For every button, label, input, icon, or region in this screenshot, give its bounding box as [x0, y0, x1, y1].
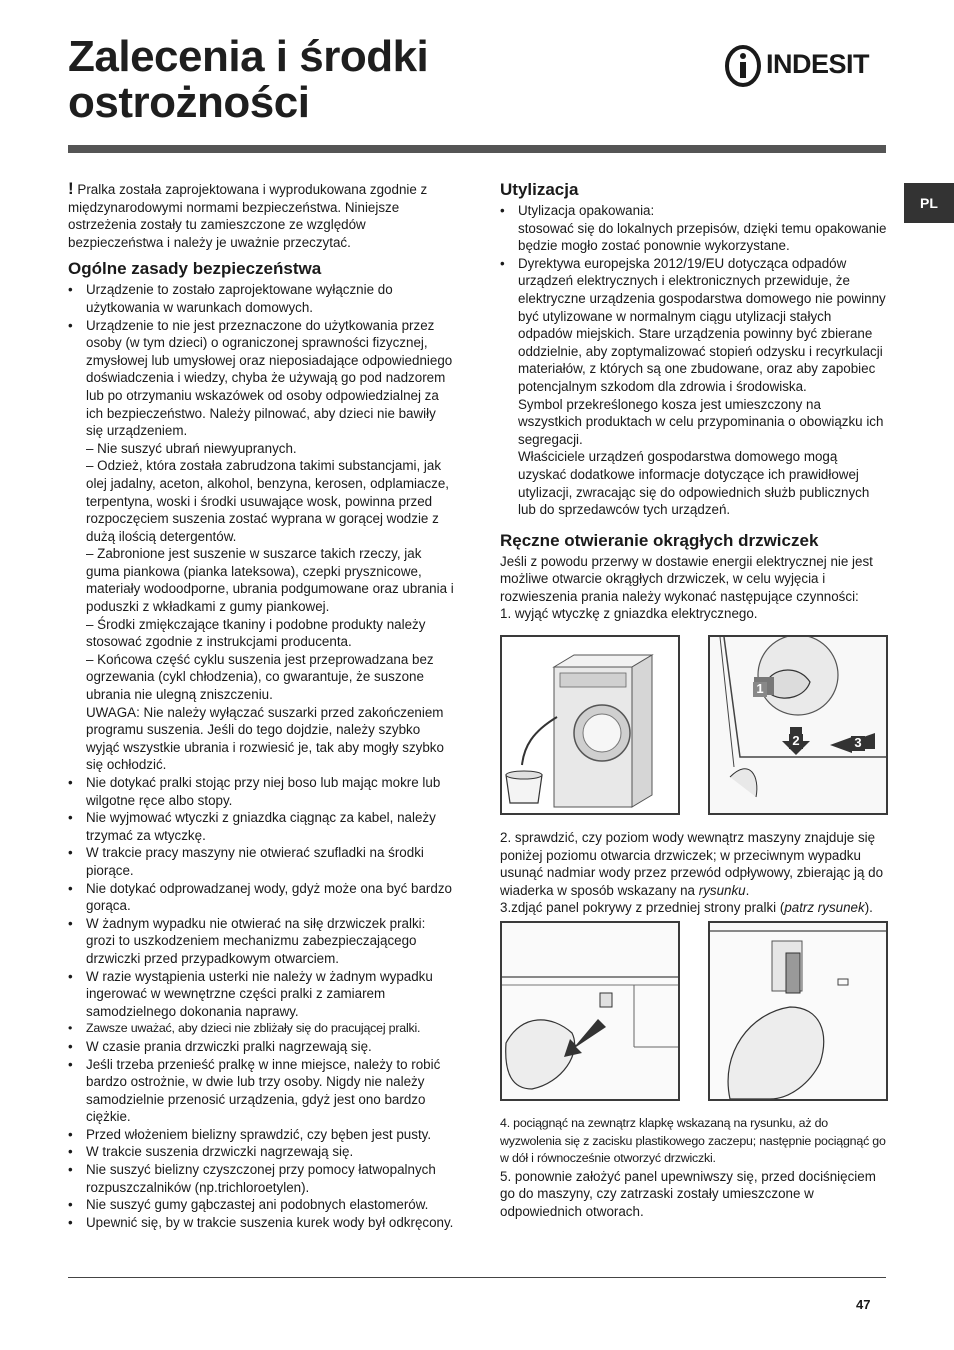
panel-removal-illustration: [502, 923, 678, 1099]
page-number: 47: [856, 1297, 871, 1312]
list-subitem: UWAGA: Nie należy wyłączać suszarki przed zakończeniem programu suszenia. Jeśli do tego dojdzie, należy szybko wyjąć wszystkie ubrania i rozwiesić je, tak aby mogły szybko się ochłodzić.: [86, 704, 444, 773]
step-2: [500, 829, 888, 899]
list-item: • Upewnić się, by w trakcie suszenia kurek wody był odkręcony.: [68, 1214, 456, 1232]
left-column: [68, 180, 456, 1231]
list-item: [500, 202, 888, 255]
step-2-end: .: [745, 882, 750, 898]
list-item: • W trakcie suszenia drzwiczki nagrzewają się.: [68, 1143, 456, 1161]
list-item: [500, 255, 888, 519]
figure-pull-flap: [708, 921, 888, 1101]
door-heading: Ręczne otwieranie okrągłych drzwiczek: [500, 530, 819, 550]
figure-remove-panel: [500, 921, 680, 1101]
disposal-list: [500, 202, 888, 519]
header-divider: [68, 145, 886, 153]
step-3: [500, 899, 888, 917]
list-item: • Nie dotykać pralki stojąc przy niej boso lub mając mokre lub wilgotne ręce albo stopy.: [68, 774, 456, 809]
list-item: • W razie wystąpienia usterki nie należy w żadnym wypadku ingerować w wewnętrzne części pralki z zamiarem samodzielnego dokonania naprawy.: [68, 968, 456, 1021]
step-label: 3: [854, 735, 862, 751]
figure-drain-water: [500, 635, 680, 815]
intro-paragraph: [68, 180, 456, 251]
step-3-text: 3.zdjąć panel pokrywy z przedniej strony pralki (: [500, 900, 785, 916]
flap-pull-illustration: [710, 923, 886, 1099]
step-label: 1: [756, 681, 764, 697]
door-panel-steps-illustration: [710, 637, 886, 813]
right-column: [500, 180, 888, 1221]
step-1: 1. wyjąć wtyczkę z gniazdka elektrycznego.: [500, 606, 758, 622]
list-subitem: – Środki zmiękczające tkaniny i podobne produkty należy stosować zgodnie z instrukcjami producenta.: [86, 616, 426, 650]
list-item: • Przed włożeniem bielizny sprawdzić, czy bęben jest pusty.: [68, 1126, 456, 1144]
list-item: • Nie dotykać odprowadzanej wody, gdyż może ona być bardzo gorąca.: [68, 880, 456, 915]
brand-name: INDESIT: [766, 49, 870, 79]
step-3-emphasis: patrz rysunek: [784, 900, 865, 916]
step-2-text: 2. sprawdzić, czy poziom wody wewnątrz maszyny znajduje się poniżej poziomu otwarcia drzwiczek; w przeciwnym wypadku usunąć nadmiar wody przez przewód odpływowy, zbierając ją do wiaderka w sposób wskazany na: [500, 830, 884, 898]
footer-divider: [68, 1277, 886, 1278]
list-item: • Zawsze uważać, aby dzieci nie zbliżały się do pracującej pralki.: [68, 1020, 456, 1038]
step-4: 4. pociągnąć na zewnątrz klapkę wskazaną na rysunku, aż do wyzwolenia się z zacisku plastikowego zaczepu; następnie pociągnąć go w dół i równocześnie otworzyć drzwiczki.: [500, 1116, 886, 1166]
list-item-text: Właściciele urządzeń gospodarstwa domowego mogą uzyskać dodatkowe informacje dotyczące ich prawidłowej utylizacji, zwracając się do odpowiednich służb publicznych lub do sprzedawców tych urządzeń.: [518, 449, 870, 518]
safety-heading: Ogólne zasady bezpieczeństwa: [68, 259, 322, 279]
list-item-text: • Urządzenie to nie jest przeznaczone do użytkowania przez osoby (w tym dzieci) o ograniczonej sprawności fizycznej, zmysłowej lub umysłowej oraz nieposiadające odpowiedniego doświadczenia i wiedzy, chyba że używają go pod nadzorem lub po otrzymaniu wskazówek od osoby odpowiedzialnej za ich bezpieczeństwo. Należy pilnować, aby dzieci nie bawiły się urządzeniem.: [86, 317, 453, 439]
list-item: • Nie suszyć gumy gąbczastej ani podobnych elastomerów.: [68, 1196, 456, 1214]
list-item-title: • Utylizacja opakowania:: [518, 203, 655, 218]
list-item: • Jeśli trzeba przenieść pralkę w inne miejsce, należy to robić bardzo ostrożnie, w dwie lub trzy osoby. Nigdy nie należy samodzielnie przenosić urządzenia, gdyż jest ono bardzo ciężkie.: [68, 1056, 456, 1126]
safety-list: [68, 281, 456, 1231]
figure-row-1: [500, 635, 888, 815]
warning-mark: !: [68, 179, 74, 198]
list-item-text: Symbol przekreślonego kosza jest umieszczony na wszystkich produktach w celu przypominania o obowiązku ich segregacji.: [518, 396, 884, 447]
step-label: 2: [792, 733, 800, 749]
list-subitem: – Końcowa część cyklu suszenia jest przeprowadzana bez ogrzewania (cykl chłodzenia), co gwarantuje, że suszone ubrania nie ulegną zniszczeniu.: [86, 651, 434, 703]
list-item: • W żadnym wypadku nie otwierać na siłę drzwiczek pralki: grozi to uszkodzeniem mechanizmu zabezpieczającego drzwiczki przed przypadkowym otwarciem.: [68, 915, 456, 968]
list-item: [68, 317, 456, 774]
page-title: Zalecenia i środki ostrożności: [68, 32, 429, 127]
list-item: • Nie suszyć bielizny czyszczonej przy pomocy łatwopalnych rozpuszczalników (np.trichloroetylen).: [68, 1161, 456, 1196]
washing-machine-drain-illustration: [502, 637, 678, 813]
language-tab: PL: [904, 183, 954, 223]
list-item: • Nie wyjmować wtyczki z gniazdka ciągnąc za kabel, należy trzymać za wtyczkę.: [68, 809, 456, 844]
list-item: • W trakcie pracy maszyny nie otwierać szufladki na środki piorące.: [68, 844, 456, 879]
step-3-end: ).: [864, 900, 873, 916]
list-item-text: stosować się do lokalnych przepisów, dzięki temu opakowanie będzie mogło zostać ponownie wykorzystane.: [518, 220, 887, 254]
figure-unplug-steps: [708, 635, 888, 815]
step-5: 5. ponownie założyć panel upewniwszy się, przed dociśnięciem go do maszyny, czy zatrzaski zostały umieszczone w odpowiednich otworach.: [500, 1168, 876, 1219]
disposal-heading: Utylizacja: [500, 180, 579, 199]
list-subitem: – Nie suszyć ubrań niewyupranych.: [86, 440, 297, 456]
figure-row-2: [500, 921, 888, 1101]
door-intro: Jeśli z powodu przerwy w dostawie energii elektrycznej nie jest możliwe otwarcie okrągłych drzwiczek, w celu wyjęcia i rozwieszenia prania należy wykonać następujące czynności:: [500, 553, 873, 604]
list-item: • Urządzenie to zostało zaprojektowane wyłącznie do użytkowania w warunkach domowych.: [68, 281, 456, 316]
brand-emblem-icon: [724, 44, 766, 88]
intro-text: Pralka została zaprojektowana i wyprodukowana zgodnie z międzynarodowymi normami bezpieczeństwa. Niniejsze ostrzeżenia zostały tu zamieszczone ze względów bezpieczeństwa i należy je uważnie przeczytać.: [68, 182, 428, 250]
list-item: • W czasie prania drzwiczki pralki nagrzewają się.: [68, 1038, 456, 1056]
step-2-emphasis: rysunku: [698, 882, 746, 898]
list-item-text: • Dyrektywa europejska 2012/19/EU dotycząca odpadów urządzeń elektrycznych i elektronicznych przewiduje, że elektryczne urządzenia gospodarstwa domowego nie powinny być utylizowane w normalnym ciągu utylizacji stałych odpadów miejskich. Stare urządzenia powinny być zbierane oddzielnie, aby zoptymalizować stopień odzysku i recyrkulacji materiałów, z których są one zbudowane, oraz aby zapobiec potencjalnym szkodom dla zdrowia i środowiska.: [518, 255, 886, 394]
indesit-logo: [724, 44, 888, 88]
list-subitem: – Odzież, która została zabrudzona takimi substancjami, jak olej jadalny, aceton, alkohol, benzyna, kerosen, odplamiacze, terpentyna, woski i środki usuwające wosk, powinna przed rozpoczęciem suszenia zostać wyprana w gorącej wodzie z dużą ilością detergentów.: [86, 458, 450, 544]
list-subitem: – Zabronione jest suszenie w suszarce takich rzeczy, jak guma piankowa (pianka lateksowa), czepki prysznicowe, materiały wodoodporne, ubrania podgumowane oraz ubrania i poduszki z wkładkami z gumy piankowej.: [86, 546, 454, 615]
